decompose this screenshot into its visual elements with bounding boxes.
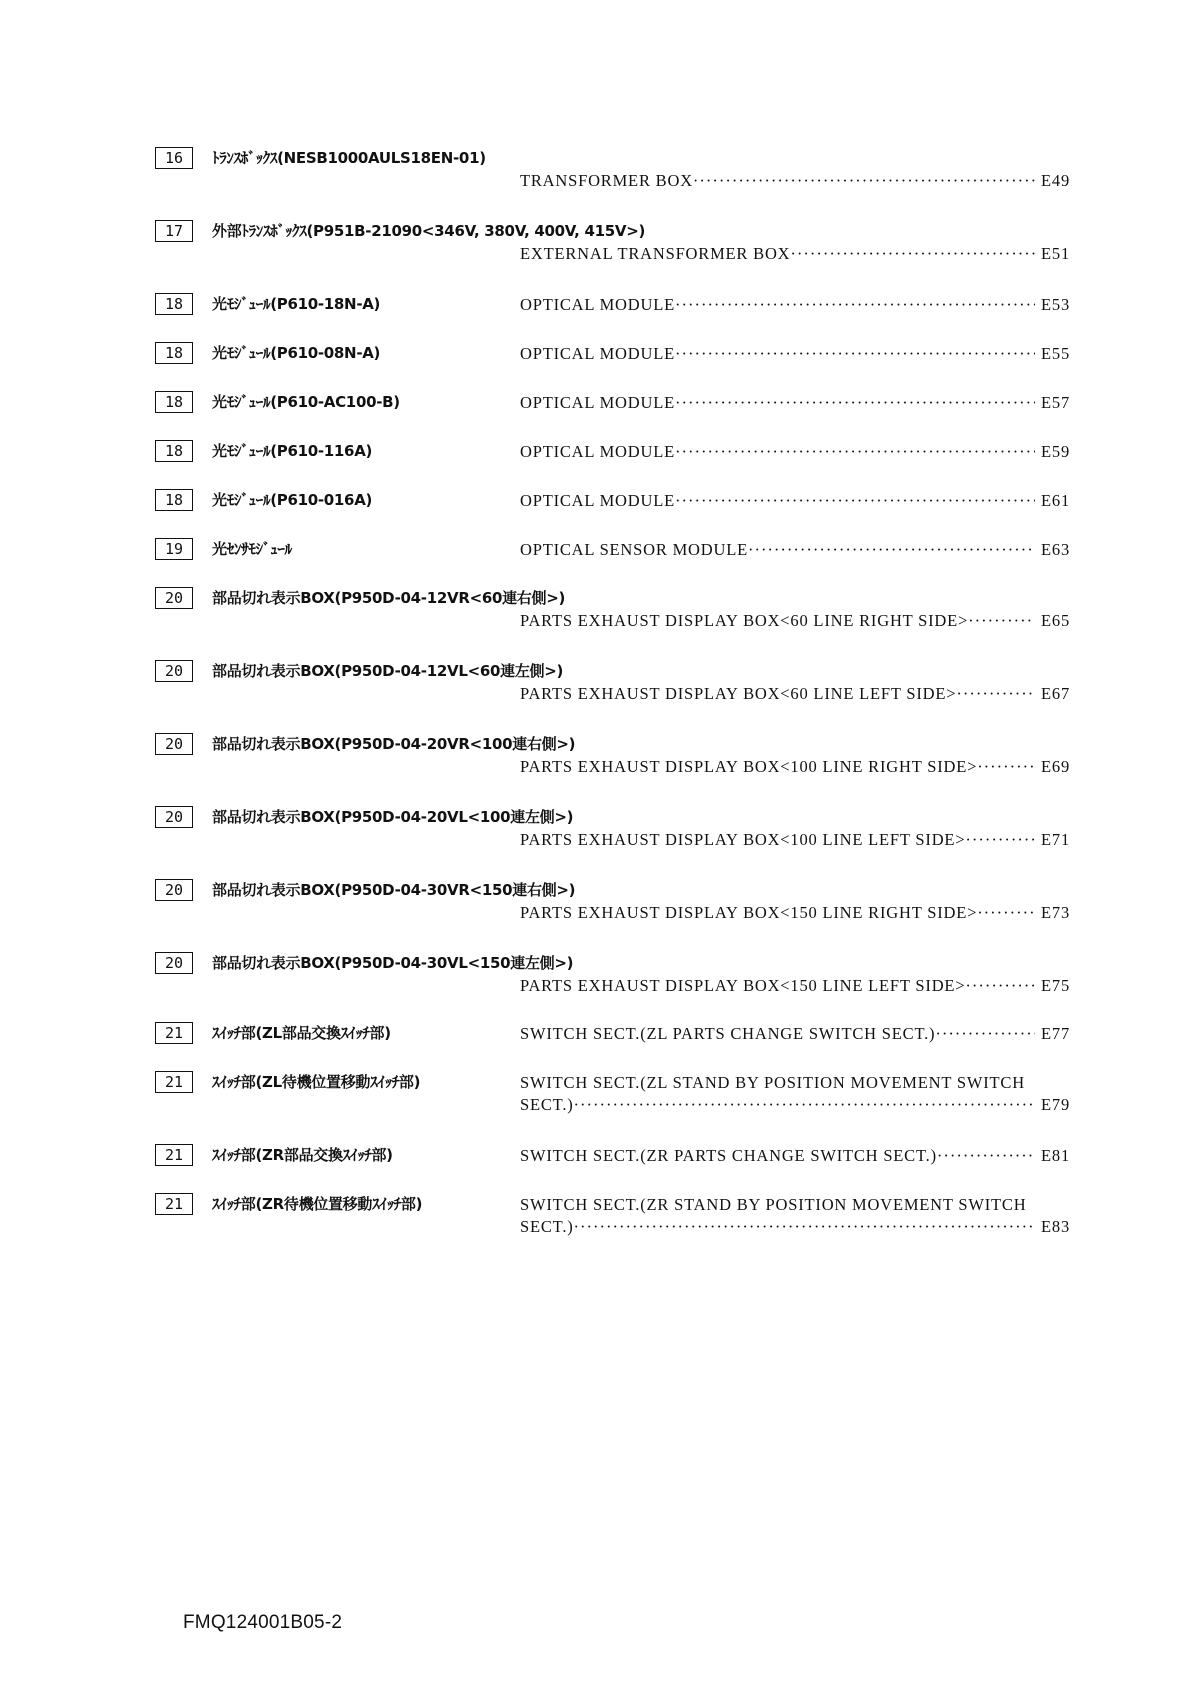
leader-dots bbox=[977, 756, 1035, 778]
section-number: 20 bbox=[155, 733, 193, 755]
english-title: TRANSFORMER BOX bbox=[520, 171, 693, 190]
page-ref: E81 bbox=[1041, 1146, 1070, 1165]
english-title: SWITCH SECT.(ZL STAND BY POSITION MOVEMENT SWITCH bbox=[520, 1073, 1025, 1092]
leader-dots bbox=[965, 975, 1035, 997]
japanese-title: 光ﾓｼﾞｭｰﾙ(P610-18N-A) bbox=[212, 295, 381, 313]
section-number: 17 bbox=[155, 220, 193, 242]
leader-dots bbox=[574, 1094, 1035, 1116]
english-title: PARTS EXHAUST DISPLAY BOX<150 LINE LEFT SIDE> bbox=[520, 976, 966, 995]
japanese-title: 光ﾓｼﾞｭｰﾙ(P610-08N-A) bbox=[212, 344, 381, 362]
page-ref: E83 bbox=[1041, 1217, 1070, 1236]
section-number: 18 bbox=[155, 342, 193, 364]
leader-dots bbox=[956, 683, 1035, 705]
leader-dots bbox=[748, 539, 1035, 561]
english-title: OPTICAL MODULE bbox=[520, 344, 675, 363]
page-ref: E61 bbox=[1041, 491, 1070, 510]
section-number: 21 bbox=[155, 1193, 193, 1215]
english-line bbox=[520, 392, 1070, 414]
leader-dots bbox=[675, 343, 1035, 365]
japanese-title: 部品切れ表示BOX(P950D-04-30VR<150連右側>) bbox=[212, 881, 576, 899]
english-title: PARTS EXHAUST DISPLAY BOX<150 LINE RIGHT SIDE> bbox=[520, 903, 978, 922]
leader-dots bbox=[574, 1216, 1035, 1238]
section-number: 20 bbox=[155, 879, 193, 901]
leader-dots bbox=[968, 610, 1035, 632]
english-title: PARTS EXHAUST DISPLAY BOX<100 LINE LEFT SIDE> bbox=[520, 830, 966, 849]
leader-dots bbox=[965, 829, 1035, 851]
japanese-title: 光ﾓｼﾞｭｰﾙ(P610-116A) bbox=[212, 442, 373, 460]
section-number: 21 bbox=[155, 1022, 193, 1044]
section-number: 18 bbox=[155, 293, 193, 315]
page-ref: E49 bbox=[1041, 171, 1070, 190]
english-line bbox=[520, 902, 1070, 924]
japanese-title: 部品切れ表示BOX(P950D-04-20VR<100連右側>) bbox=[212, 735, 576, 753]
document-code: FMQ124001B05-2 bbox=[183, 1612, 343, 1633]
page-ref: E69 bbox=[1041, 757, 1070, 776]
japanese-title: 部品切れ表示BOX(P950D-04-30VL<150連左側>) bbox=[212, 954, 574, 972]
english-line bbox=[520, 441, 1070, 463]
japanese-title: 部品切れ表示BOX(P950D-04-20VL<100連左側>) bbox=[212, 808, 574, 826]
japanese-title: 部品切れ表示BOX(P950D-04-12VR<60連右側>) bbox=[212, 589, 566, 607]
english-line bbox=[520, 1094, 1070, 1116]
english-title: OPTICAL SENSOR MODULE bbox=[520, 540, 748, 559]
section-number: 18 bbox=[155, 391, 193, 413]
english-title: OPTICAL MODULE bbox=[520, 295, 675, 314]
page-ref: E77 bbox=[1041, 1024, 1070, 1043]
leader-dots bbox=[693, 170, 1035, 192]
english-title: OPTICAL MODULE bbox=[520, 393, 675, 412]
english-title: SWITCH SECT.(ZR STAND BY POSITION MOVEMENT SWITCH bbox=[520, 1195, 1027, 1214]
page-ref: E53 bbox=[1041, 295, 1070, 314]
english-title: OPTICAL MODULE bbox=[520, 491, 675, 510]
japanese-title: ｽｲｯﾁ部(ZL部品交換ｽｲｯﾁ部) bbox=[212, 1024, 391, 1042]
section-number: 20 bbox=[155, 660, 193, 682]
section-number: 20 bbox=[155, 952, 193, 974]
page-ref: E67 bbox=[1041, 684, 1070, 703]
page-ref: E59 bbox=[1041, 442, 1070, 461]
japanese-title: 光ﾓｼﾞｭｰﾙ(P610-AC100-B) bbox=[212, 393, 400, 411]
japanese-title: ｽｲｯﾁ部(ZR部品交換ｽｲｯﾁ部) bbox=[212, 1146, 393, 1164]
section-number: 16 bbox=[155, 147, 193, 169]
page-ref: E57 bbox=[1041, 393, 1070, 412]
leader-dots bbox=[937, 1145, 1035, 1167]
page-ref: E73 bbox=[1041, 903, 1070, 922]
leader-dots bbox=[675, 490, 1035, 512]
page-ref: E79 bbox=[1041, 1095, 1070, 1114]
section-number: 18 bbox=[155, 489, 193, 511]
english-title: SWITCH SECT.(ZL PARTS CHANGE SWITCH SECT.) bbox=[520, 1024, 936, 1043]
page-ref: E65 bbox=[1041, 611, 1070, 630]
japanese-title: 部品切れ表示BOX(P950D-04-12VL<60連左側>) bbox=[212, 662, 564, 680]
section-number: 18 bbox=[155, 440, 193, 462]
page-ref: E71 bbox=[1041, 830, 1070, 849]
leader-dots bbox=[977, 902, 1035, 924]
english-line bbox=[520, 756, 1070, 778]
japanese-title: ﾄﾗﾝｽﾎﾞｯｸｽ(NESB1000AULS18EN-01) bbox=[212, 149, 486, 167]
section-number: 21 bbox=[155, 1071, 193, 1093]
english-line bbox=[520, 1145, 1070, 1167]
japanese-title: 光ﾓｼﾞｭｰﾙ(P610-016A) bbox=[212, 491, 373, 509]
english-title-continued: SECT.) bbox=[520, 1095, 574, 1114]
english-line bbox=[520, 294, 1070, 316]
english-line bbox=[520, 343, 1070, 365]
section-number: 20 bbox=[155, 806, 193, 828]
page-ref: E55 bbox=[1041, 344, 1070, 363]
japanese-title: ｽｲｯﾁ部(ZR待機位置移動ｽｲｯﾁ部) bbox=[212, 1195, 423, 1213]
section-number: 20 bbox=[155, 587, 193, 609]
page-ref: E51 bbox=[1041, 244, 1070, 263]
japanese-title: ｽｲｯﾁ部(ZL待機位置移動ｽｲｯﾁ部) bbox=[212, 1073, 421, 1091]
english-line bbox=[520, 1216, 1070, 1238]
english-title: EXTERNAL TRANSFORMER BOX bbox=[520, 244, 791, 263]
leader-dots bbox=[675, 441, 1035, 463]
japanese-title: 外部ﾄﾗﾝｽﾎﾞｯｸｽ(P951B-21090<346V, 380V, 400V, 415V>) bbox=[212, 222, 646, 240]
english-title: SWITCH SECT.(ZR PARTS CHANGE SWITCH SECT.) bbox=[520, 1146, 937, 1165]
english-title-continued: SECT.) bbox=[520, 1217, 574, 1236]
english-line bbox=[520, 610, 1070, 632]
english-line bbox=[520, 490, 1070, 512]
page-ref: E63 bbox=[1041, 540, 1070, 559]
english-line bbox=[520, 683, 1070, 705]
leader-dots bbox=[790, 243, 1035, 265]
english-line bbox=[520, 829, 1070, 851]
japanese-title: 光ｾﾝｻﾓｼﾞｭｰﾙ bbox=[212, 540, 292, 558]
english-title: PARTS EXHAUST DISPLAY BOX<60 LINE RIGHT SIDE> bbox=[520, 611, 969, 630]
leader-dots bbox=[935, 1023, 1035, 1045]
section-number: 19 bbox=[155, 538, 193, 560]
section-number: 21 bbox=[155, 1144, 193, 1166]
page-ref: E75 bbox=[1041, 976, 1070, 995]
leader-dots bbox=[675, 294, 1035, 316]
english-title: PARTS EXHAUST DISPLAY BOX<100 LINE RIGHT SIDE> bbox=[520, 757, 978, 776]
english-line bbox=[520, 170, 1070, 192]
leader-dots bbox=[675, 392, 1035, 414]
english-title: PARTS EXHAUST DISPLAY BOX<60 LINE LEFT SIDE> bbox=[520, 684, 957, 703]
english-line bbox=[520, 539, 1070, 561]
english-line bbox=[520, 243, 1070, 265]
english-line bbox=[520, 1023, 1070, 1045]
english-title: OPTICAL MODULE bbox=[520, 442, 675, 461]
english-line bbox=[520, 975, 1070, 997]
